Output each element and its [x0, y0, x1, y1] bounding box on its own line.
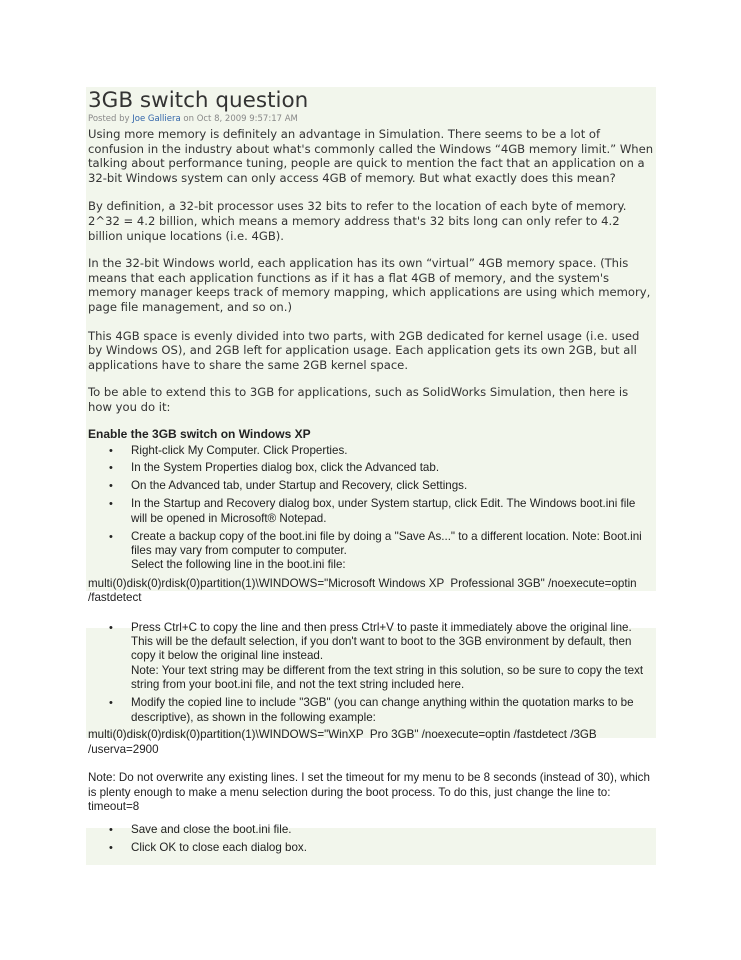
post-meta	[88, 114, 654, 125]
steps-list-2	[88, 621, 654, 725]
list-item	[88, 841, 654, 855]
author-link[interactable]: Joe Galliera	[132, 114, 181, 124]
list-item-text: On the Advanced tab, under Startup and Recovery, click Settings.	[131, 479, 468, 493]
list-item	[88, 497, 654, 526]
bullet: •	[109, 841, 113, 854]
list-item	[88, 696, 654, 725]
list-item-text: Create a backup copy of the boot.ini file by doing a "Save As..." to a different location. Note: Boot.ini files may vary from computer to computer. Select the following line in the boot.ini file:	[131, 529, 642, 572]
bullet: •	[109, 530, 113, 543]
post-content	[88, 88, 654, 858]
paragraph-how-to: To be able to extend this to 3GB for applications, such as SolidWorks Simulation, then here is how you do it:	[88, 385, 629, 414]
list-item-text: Save and close the boot.ini file.	[131, 823, 292, 837]
list-item	[88, 823, 654, 837]
list-item-text: In the System Properties dialog box, click the Advanced tab.	[131, 461, 440, 475]
timeout-note: Note: Do not overwrite any existing lines. I set the timeout for my menu to be 8 seconds (instead of 30), which is plenty enough to make a menu selection during the boot process. To do this, just change the line to: timeout=8	[88, 771, 650, 814]
bullet: •	[109, 697, 113, 710]
bullet: •	[109, 498, 113, 511]
list-item	[88, 444, 654, 458]
meta-date: on Oct 8, 2009 9:57:17 AM	[180, 114, 298, 124]
meta-prefix: Posted by	[88, 114, 133, 124]
bullet: •	[109, 480, 113, 493]
paragraph-intro: Using more memory is definitely an advantage in Simulation. There seems to be a lot of confusion in the industry about what's commonly called the Windows “4GB memory limit.” When talking about performance tuning, people are quick to mention the fact that an application on a 32-bit Windows system can only access 4GB of memory. But what exactly does this mean?	[88, 127, 654, 185]
list-item	[88, 479, 654, 493]
paragraph-virtual-space: In the 32-bit Windows world, each application has its own “virtual” 4GB memory space. (This means that each application functions as if it has a flat 4GB of memory, and the system's memory manager keeps track of memory mapping, which applications are using which memory, page file management, and so on.)	[88, 256, 651, 314]
paragraph-kernel-split: This 4GB space is evenly divided into two parts, with 2GB dedicated for kernel usage (i.e. used by Windows OS), and 2GB left for application usage. Each application gets its own 2GB, but all applications have to share the same 2GB kernel space.	[88, 328, 640, 372]
boot-ini-line-modified: multi(0)disk(0)rdisk(0)partition(1)\WINDOWS="WinXP Pro 3GB" /noexecute=optin /fastdetect /3GB /userva=2900	[88, 728, 600, 756]
list-item	[88, 461, 654, 475]
section-heading: Enable the 3GB switch on Windows XP	[88, 426, 311, 441]
bullet: •	[109, 444, 113, 457]
list-item-text: Modify the copied line to include "3GB" (you can change anything within the quotation marks to be descriptive), as shown in the following example:	[131, 696, 634, 724]
list-item-text: In the Startup and Recovery dialog box, under System startup, click Edit. The Windows boot.ini file will be opened in Microsoft® Notepad.	[131, 497, 636, 525]
list-item-text: Click OK to close each dialog box.	[131, 840, 307, 854]
bullet: •	[109, 824, 113, 837]
steps-list-3	[88, 823, 654, 855]
list-item-text: Press Ctrl+C to copy the line and then press Ctrl+V to paste it immediately above the original line. This will be the default selection, if you don't want to boot to the 3GB environment by default, then copy it below the original line instead. Note: Your text string may be different from the text string in this solution, so be sure to copy the text string from your boot.ini file, and not the text string included here.	[131, 620, 644, 692]
bullet: •	[109, 462, 113, 475]
paragraph-definition: By definition, a 32-bit processor uses 32 bits to refer to the location of each byte of memory. 2^32 = 4.2 billion, which means a memory address that's 32 bits long can only refer to 4.2 billion unique locations (i.e. 4GB).	[88, 199, 627, 243]
list-item-text: Right-click My Computer. Click Properties.	[131, 443, 348, 457]
list-item	[88, 530, 654, 573]
boot-ini-line-original: multi(0)disk(0)rdisk(0)partition(1)\WINDOWS="Microsoft Windows XP Professional 3GB" /noexecute=optin /fastdetect	[88, 576, 640, 605]
list-item	[88, 621, 654, 693]
bullet: •	[109, 621, 113, 634]
post-title: 3GB switch question	[88, 88, 309, 113]
steps-list-1	[88, 444, 654, 573]
